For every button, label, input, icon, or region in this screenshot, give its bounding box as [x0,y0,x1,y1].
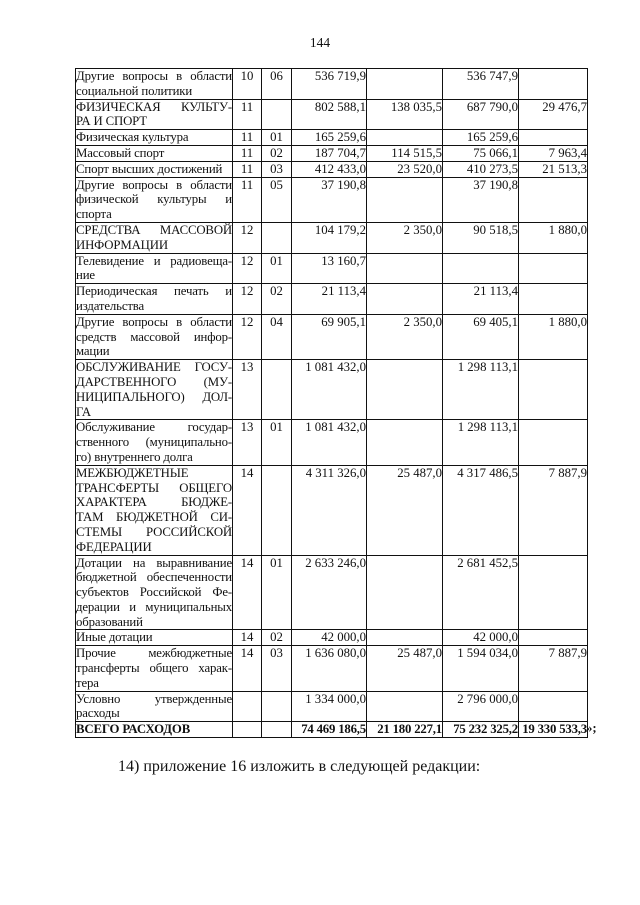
budget-table-body [76,69,588,738]
amount-cell-1: 187 704,7 [292,145,367,161]
row-name-line: ТРАНСФЕРТЫ ОБЩЕГО [76,480,232,495]
row-name-line: Другие вопросы в области [76,177,232,192]
amount-cell-2 [367,177,443,222]
table-row [76,646,588,691]
amount-cell-4: 1 880,0 [519,222,588,253]
amount-cell-4: 19 330 533,3 [519,722,588,738]
amount-cell-2 [367,555,443,630]
closing-quote-mark: »; [586,721,597,735]
subsection-code-cell: 03 [262,646,292,691]
amount-cell-4: 1 880,0 [519,314,588,359]
row-name-line: Прочие межбюджетные [76,646,232,661]
section-code-cell: 13 [233,360,262,420]
table-row [76,130,588,146]
table-row [76,465,588,555]
amount-cell-2 [367,69,443,100]
amount-cell-3: 1 298 113,1 [443,360,519,420]
section-code-cell: 14 [233,465,262,555]
row-name-line: расходы [76,706,120,721]
amount-cell-3: 1 298 113,1 [443,420,519,465]
amount-cell-1: 1 081 432,0 [292,420,367,465]
row-name-cell [76,420,233,465]
row-name-line: Обслуживание государ- [76,420,232,435]
subsection-code-cell: 01 [262,130,292,146]
row-name-line: средств массовой инфор- [76,329,232,344]
amount-cell-3: 75 232 325,2 [443,722,519,738]
row-name-cell [76,722,233,738]
amount-cell-2: 25 487,0 [367,465,443,555]
row-name-line: ственного (муниципально- [76,435,232,450]
row-name-line: образований [76,614,143,629]
row-name-line: МЕЖБЮДЖЕТНЫЕ [76,465,189,480]
row-name-line: ние [76,268,95,283]
amount-cell-2 [367,691,443,722]
amount-cell-1: 536 719,9 [292,69,367,100]
amount-cell-2 [367,253,443,284]
table-row [76,253,588,284]
row-name-cell [76,360,233,420]
section-code-cell: 14 [233,555,262,630]
amount-cell-1: 4 311 326,0 [292,465,367,555]
table-row [76,691,588,722]
amount-cell-1: 165 259,6 [292,130,367,146]
row-name-cell [76,465,233,555]
section-code-cell: 12 [233,222,262,253]
section-code-cell: 11 [233,177,262,222]
row-name-line: ВСЕГО РАСХОДОВ [76,722,191,737]
amount-cell-1: 37 190,8 [292,177,367,222]
subsection-code-cell: 01 [262,253,292,284]
amount-cell-3: 21 113,4 [443,284,519,315]
section-code-cell: 11 [233,161,262,177]
amount-cell-4 [519,420,588,465]
amount-cell-1: 1 334 000,0 [292,691,367,722]
table-row [76,145,588,161]
subsection-code-cell [262,465,292,555]
page-number: 144 [309,35,331,50]
table-row [76,161,588,177]
amount-cell-2: 23 520,0 [367,161,443,177]
row-name-line: Массовый спорт [76,145,165,160]
row-name-line: ХАРАКТЕРА БЮДЖЕ- [76,495,232,510]
amount-cell-2 [367,630,443,646]
amount-cell-2 [367,284,443,315]
table-row [76,360,588,420]
section-code-cell: 12 [233,253,262,284]
subsection-code-cell: 05 [262,177,292,222]
amount-cell-4: 7 887,9 [519,465,588,555]
section-code-cell: 12 [233,284,262,315]
amount-cell-3: 410 273,5 [443,161,519,177]
budget-table [75,68,588,738]
amount-cell-2: 138 035,5 [367,99,443,130]
row-name-line: ГА [76,404,91,419]
row-name-line: Другие вопросы в области [76,314,232,329]
subsection-code-cell: 03 [262,161,292,177]
row-name-line: НИЦИПАЛЬНОГО) ДОЛ- [76,389,232,404]
amount-cell-1: 21 113,4 [292,284,367,315]
row-name-line: го) внутреннего долга [76,449,193,464]
row-name-cell [76,177,233,222]
row-name-line: ОБСЛУЖИВАНИЕ ГОСУ- [76,360,232,375]
amount-cell-4: 21 513,3 [519,161,588,177]
amount-cell-4 [519,253,588,284]
amount-cell-2: 2 350,0 [367,314,443,359]
row-name-line: Спорт высших достижений [76,161,223,176]
amount-cell-3: 42 000,0 [443,630,519,646]
row-name-cell [76,691,233,722]
section-code-cell [233,722,262,738]
amount-cell-3: 1 594 034,0 [443,646,519,691]
row-name-line: физической культуры и [76,192,232,207]
table-row [76,284,588,315]
amount-cell-3: 165 259,6 [443,130,519,146]
row-name-line: трансферты общего харак- [76,661,232,676]
amount-cell-3: 75 066,1 [443,145,519,161]
subsection-code-cell: 02 [262,630,292,646]
row-name-cell [76,99,233,130]
row-name-cell [76,161,233,177]
section-code-cell: 11 [233,145,262,161]
amount-cell-3: 37 190,8 [443,177,519,222]
amount-cell-1: 104 179,2 [292,222,367,253]
subsection-code-cell: 01 [262,555,292,630]
row-name-cell [76,314,233,359]
row-name-cell [76,555,233,630]
amount-cell-3: 90 518,5 [443,222,519,253]
row-name-line: Иные дотации [76,630,153,645]
subsection-code-cell: 06 [262,69,292,100]
row-name-line: издательства [76,298,145,313]
row-name-line: бюджетной обеспеченности [76,570,232,585]
row-name-cell [76,222,233,253]
subsection-code-cell [262,99,292,130]
table-row [76,314,588,359]
section-code-cell: 10 [233,69,262,100]
amount-cell-3: 4 317 486,5 [443,465,519,555]
row-name-line: СРЕДСТВА МАССОВОЙ [76,222,232,237]
amount-cell-3: 687 790,0 [443,99,519,130]
amount-cell-4 [519,284,588,315]
amount-cell-4 [519,360,588,420]
amount-cell-2 [367,420,443,465]
row-name-line: мации [76,344,110,359]
row-name-cell [76,646,233,691]
row-name-line: РА И СПОРТ [76,114,147,129]
amount-cell-1: 1 636 080,0 [292,646,367,691]
amount-cell-4: 7 887,9 [519,646,588,691]
row-name-cell [76,130,233,146]
amount-cell-1: 42 000,0 [292,630,367,646]
row-name-line: дерации и муниципальных [76,599,232,614]
row-name-line: Телевидение и радиовеща- [76,253,232,268]
section-code-cell: 13 [233,420,262,465]
row-name-line: Физическая культура [76,130,189,145]
section-code-cell [233,691,262,722]
amount-cell-4: 29 476,7 [519,99,588,130]
row-name-line: ИНФОРМАЦИИ [76,237,168,252]
amount-cell-3: 69 405,1 [443,314,519,359]
section-code-cell: 11 [233,130,262,146]
row-name-line: спорта [76,207,112,222]
table-row [76,69,588,100]
amount-cell-4 [519,555,588,630]
subsection-code-cell [262,691,292,722]
subsection-code-cell [262,722,292,738]
amount-cell-1: 412 433,0 [292,161,367,177]
subsection-code-cell: 01 [262,420,292,465]
amount-cell-4 [519,177,588,222]
amount-cell-2: 21 180 227,1 [367,722,443,738]
row-name-cell [76,69,233,100]
subsection-code-cell: 02 [262,145,292,161]
subsection-code-cell [262,360,292,420]
amount-cell-3 [443,253,519,284]
amount-cell-1: 74 469 186,5 [292,722,367,738]
amount-cell-1: 802 588,1 [292,99,367,130]
amount-cell-2: 25 487,0 [367,646,443,691]
amount-cell-4 [519,130,588,146]
amount-cell-1: 2 633 246,0 [292,555,367,630]
amount-cell-1: 13 160,7 [292,253,367,284]
row-name-line: Периодическая печать и [76,284,232,299]
subsection-code-cell: 04 [262,314,292,359]
row-name-line: ФЕДЕРАЦИИ [76,539,152,554]
row-name-line: субъектов Российской Фе- [76,585,232,600]
section-code-cell: 14 [233,630,262,646]
row-name-line: тера [76,675,99,690]
row-name-line: СТЕМЫ РОССИЙСКОЙ [76,524,232,539]
row-name-line: Дотации на выравнивание [76,555,232,570]
amount-cell-4 [519,630,588,646]
section-code-cell: 11 [233,99,262,130]
section-code-cell: 14 [233,646,262,691]
amount-cell-2: 114 515,5 [367,145,443,161]
subsection-code-cell [262,222,292,253]
row-name-line: Другие вопросы в области [76,69,232,83]
row-name-cell [76,253,233,284]
row-name-line: ДАРСТВЕННОГО (МУ- [76,374,232,389]
amount-cell-1: 1 081 432,0 [292,360,367,420]
amount-cell-4 [519,691,588,722]
amount-cell-3: 536 747,9 [443,69,519,100]
amount-cell-2 [367,130,443,146]
amount-cell-2: 2 350,0 [367,222,443,253]
row-name-line: Условно утвержденные [76,691,232,706]
table-row [76,555,588,630]
amendment-paragraph: 14) приложение 16 изложить в следующей редакции: [118,758,481,775]
section-code-cell: 12 [233,314,262,359]
table-row [76,99,588,130]
subsection-code-cell: 02 [262,284,292,315]
row-name-line: социальной политики [76,83,193,98]
total-row [76,722,588,738]
table-row [76,177,588,222]
amount-cell-3: 2 681 452,5 [443,555,519,630]
row-name-line: ТАМ БЮДЖЕТНОЙ СИ- [76,510,232,525]
amount-cell-1: 69 905,1 [292,314,367,359]
table-row [76,222,588,253]
table-row [76,420,588,465]
amount-cell-3: 2 796 000,0 [443,691,519,722]
amount-cell-4 [519,69,588,100]
row-name-cell [76,284,233,315]
amount-cell-4: 7 963,4 [519,145,588,161]
row-name-line: ФИЗИЧЕСКАЯ КУЛЬТУ- [76,99,232,114]
amount-cell-2 [367,360,443,420]
row-name-cell [76,145,233,161]
table-row [76,630,588,646]
row-name-cell [76,630,233,646]
